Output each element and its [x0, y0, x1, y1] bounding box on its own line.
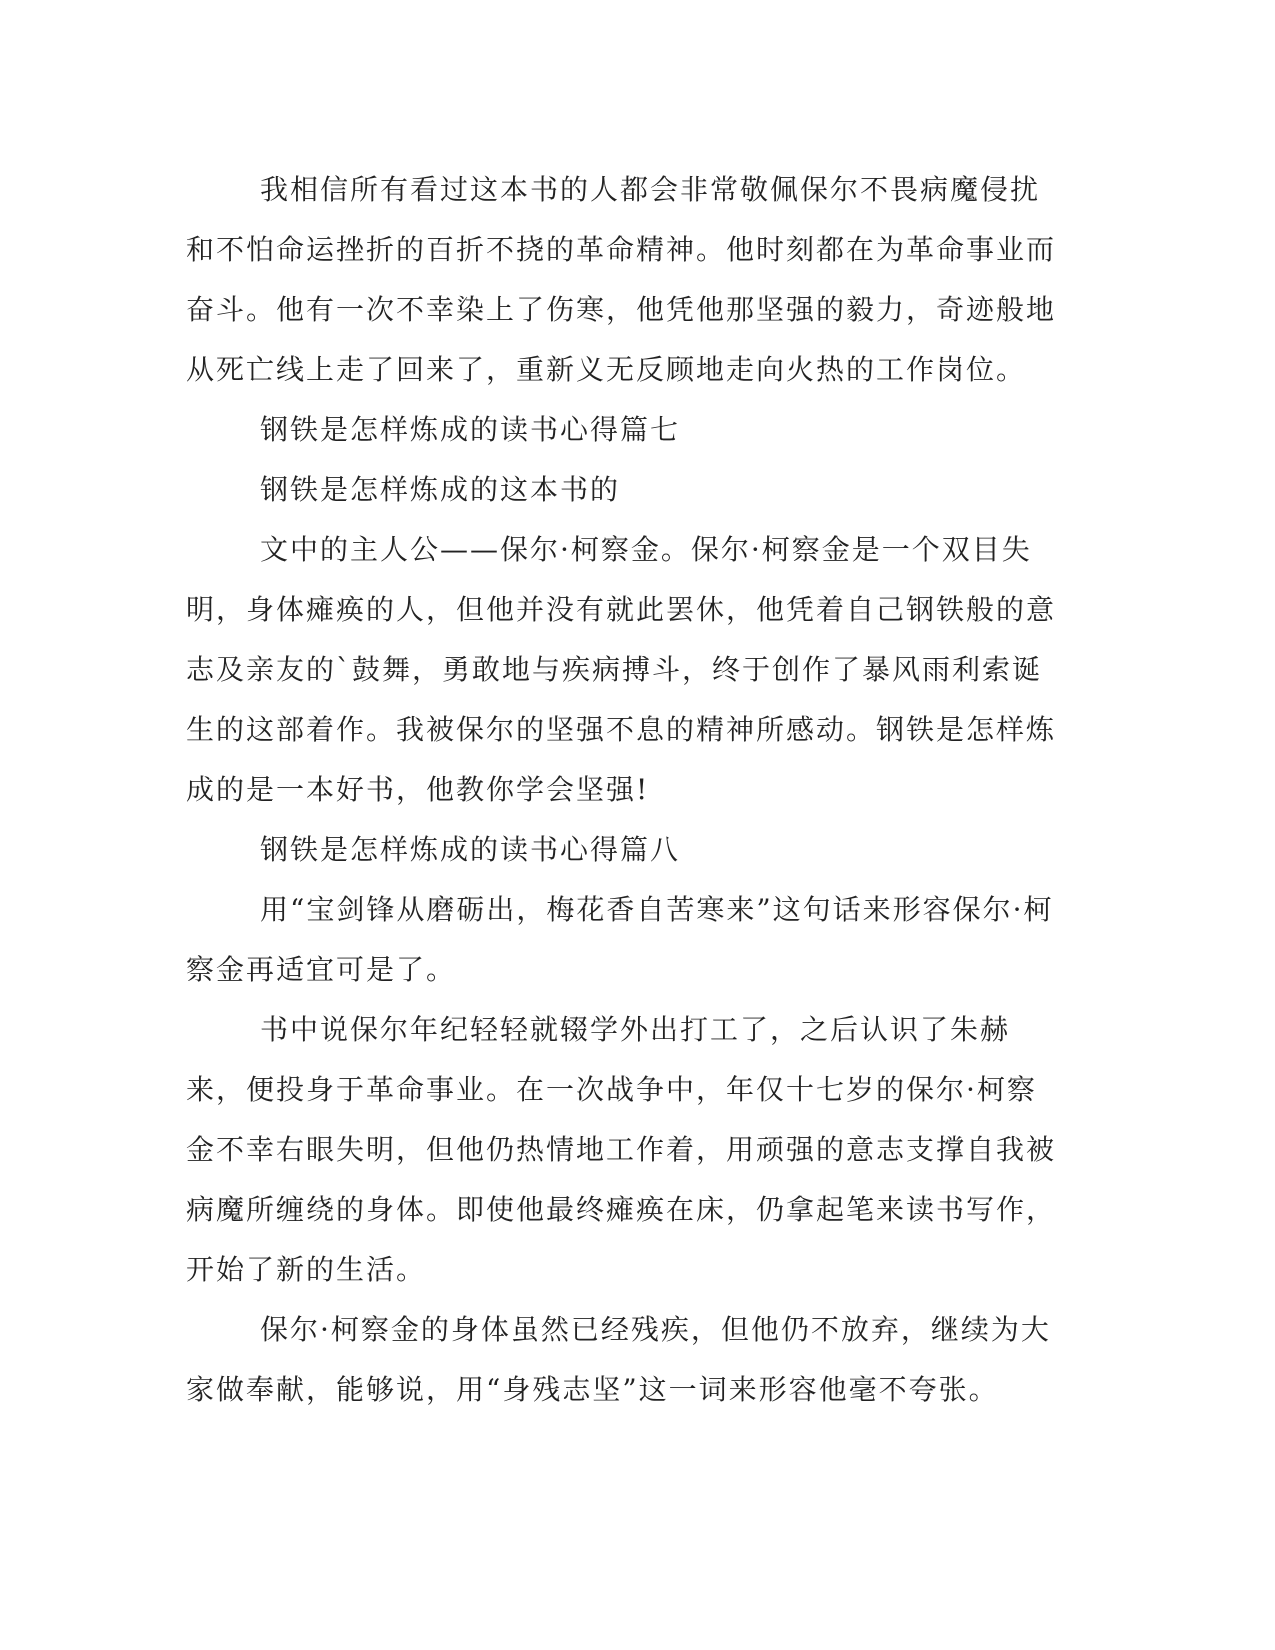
section-heading-part-eight: 钢铁是怎样炼成的读书心得篇八 [260, 833, 681, 866]
subheading-this-book: 钢铁是怎样炼成的这本书的 [260, 473, 621, 506]
paragraph-paul-spirit: 我相信所有看过这本书的人都会非常敬佩保尔不畏病魔侵扰和不怕命运挫折的百折不挠的革命精神。他时刻都在为革命事业而奋斗。他有一次不幸染上了伤寒，他凭他那坚强的毅力，奇迹般地从死亡线上走了回来了，重新义无反顾地走向火热的工作岗位。 [186, 173, 1057, 386]
document-body [186, 160, 1066, 1420]
paragraph-disabled-strong-will: 保尔·柯察金的身体虽然已经残疾，但他仍不放弃，继续为大家做奉献，能够说，用“身残志坚”这一词来形容他毫不夸张。 [186, 1313, 1051, 1406]
section-heading-part-seven: 钢铁是怎样炼成的读书心得篇七 [260, 413, 681, 446]
paragraph-quote-sword: 用“宝剑锋从磨砺出，梅花香自苦寒来”这句话来形容保尔·柯察金再适宜可是了。 [186, 893, 1054, 986]
paragraph-protagonist: 文中的主人公——保尔·柯察金。保尔·柯察金是一个双目失明，身体瘫痪的人，但他并没有就此罢休，他凭着自己钢铁般的意志及亲友的`鼓舞，勇敢地与疾病搏斗，终于创作了暴风雨利索诞生的这部着作。我被保尔的坚强不息的精神所感动。钢铁是怎样炼成的是一本好书，他教你学会坚强! [186, 533, 1057, 806]
paragraph-youth-revolution: 书中说保尔年纪轻轻就辍学外出打工了，之后认识了朱赫来，便投身于革命事业。在一次战争中，年仅十七岁的保尔·柯察金不幸右眼失明，但他仍热情地工作着，用顽强的意志支撑自我被病魔所缠绕的身体。即使他最终瘫痪在床，仍拿起笔来读书写作，开始了新的生活。 [186, 1013, 1057, 1286]
